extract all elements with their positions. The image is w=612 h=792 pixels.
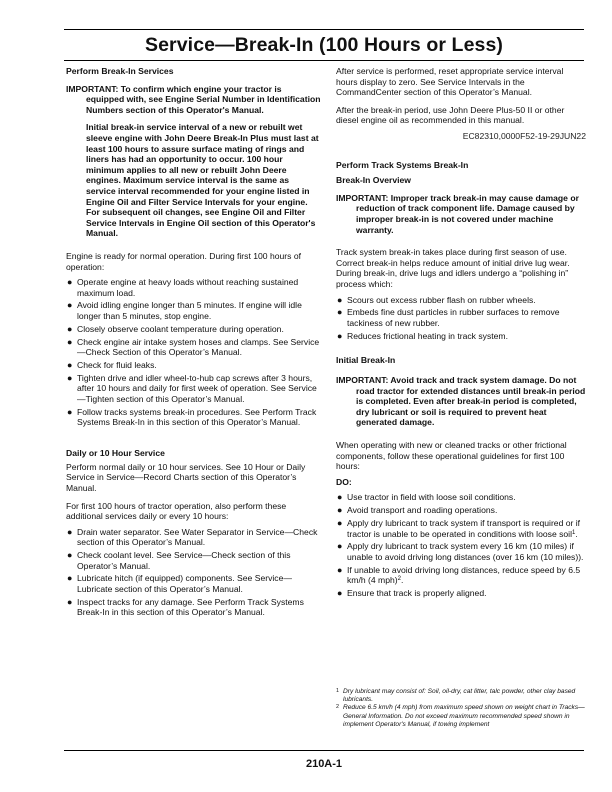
bullet-icon: ● [67, 596, 73, 607]
bullet-icon: ● [67, 526, 73, 537]
list-item: ● Apply dry lubricant to track system if transport is required or if tractor is unable to be operated in conditions with loose soil$^1$. [337, 517, 581, 539]
do-bullet-list [336, 492, 586, 598]
list-item: ● Lubricate hitch (if equipped) components. See Service—Lubricate section of this Operator’s Manual. [67, 573, 292, 595]
bullet-icon: ● [67, 372, 73, 383]
title-top-rule [64, 29, 584, 30]
normal-operation-intro: Engine is ready for normal operation. During first 100 hours of operation: [66, 250, 302, 272]
important-engine-serial: IMPORTANT: To confirm which engine your tractor is equipped with, see Engine Serial Number in Identification Numbers section of this Operator's Manual. [66, 83, 321, 115]
page-title: Service—Break-In (100 Hours or Less) [145, 34, 503, 56]
section-heading-break-in-services: Perform Break-In Services [66, 66, 174, 76]
footnotes [336, 688, 586, 729]
track-overview-paragraph: Track system break-in takes place during first season of use. Correct break-in helps reduce amount of initial drive lug wear. During break-in, drive lugs and idlers undergo a “polishing in” process which: [336, 247, 570, 289]
bullet-icon: ● [67, 550, 73, 561]
break-in-bullet-list [66, 277, 321, 428]
left-column [66, 66, 321, 620]
break-in-overview-heading: Break-In Overview [336, 175, 411, 186]
list-item: ● Closely observe coolant temperature during operation. [67, 323, 284, 334]
list-item: ● Apply dry lubricant to track system every 16 km (10 miles) if unable to avoid driving long distances (over 16 km (10 miles)). [337, 541, 584, 562]
footer-rule [64, 750, 584, 751]
list-item: ● Inspect tracks for any damage. See Perform Track Systems Break-In in this section of this Operator’s Manual. [67, 596, 304, 618]
list-item: ● Avoid idling engine longer than 5 minutes. If engine will idle longer than 5 minutes, stop engine. [67, 300, 302, 322]
bullet-icon: ● [337, 330, 343, 341]
bullet-icon: ● [337, 564, 343, 575]
list-item: ● Check for fluid leaks. [67, 360, 157, 370]
overview-bullet-list [336, 295, 586, 342]
page-number: 210A-1 [305, 758, 343, 770]
bullet-icon: ● [337, 588, 343, 599]
footnote-ref-2: 2 [397, 576, 401, 583]
operational-guidelines-paragraph: When operating with new or cleaned tracks or other frictional components, follow these operational guidelines for first 100 hours: [336, 440, 567, 472]
bullet-icon: ● [337, 505, 343, 516]
important-break-in-interval: Initial break-in service interval of a new or rebuilt wet sleeve engine with John Deere Break-In Plus must last at least 100 hours to assure surface mating of rings and liners has had an opportunity to occur. 100 hour minimum applies to all new or rebuilt John Deere engines. Maximum service interval is the same as service interval recommended for your engine listed in Engine Oil and Filter Service Intervals for your engine. For subsequent oil changes, see Engine Oil and Filter Service Intervals in Engine Oil section of this Operator's Manual. [86, 122, 319, 239]
list-item: ● Check coolant level. See Service—Check section of this Operator’s Manual. [67, 550, 291, 571]
daily-bullet-list [66, 527, 321, 618]
important-track-damage: IMPORTANT: Avoid track and track system damage. Do not road tractor for extended distances until break-in period is completed. Even after break-in period is completed, dry lubricant or soil is required to prevent heat generated damage. [336, 375, 586, 428]
bullet-icon: ● [337, 307, 343, 318]
section-heading-track-break-in: Perform Track Systems Break-In [336, 159, 469, 170]
list-item: ● Avoid transport and roading operations. [337, 505, 498, 516]
bullet-icon: ● [67, 360, 73, 370]
list-item: ● Tighten drive and idler wheel-to-hub cap screws after 3 hours, after 10 hours and daily for first week of operation. See Service—Tighten section of this Operator’s Manual. [67, 372, 317, 404]
footnote-2: 2 Reduce 6.5 km/h (4 mph) from maximum speed shown on weight chart in Tracks—General Information. Do not exceed maximum recommended speed shown in implement Operator's Manual, if towing implement [336, 704, 585, 728]
bullet-icon: ● [337, 541, 343, 552]
bullet-icon: ● [337, 492, 343, 503]
bullet-icon: ● [337, 294, 343, 305]
list-item: ● Scours out excess rubber flash on rubber wheels. [337, 294, 536, 305]
list-item: ● If unable to avoid driving long distances, reduce speed by 6.5 km/h (4 mph)$^2$. [337, 564, 581, 586]
list-item: ● Check engine air intake system hoses and clamps. See Service—Check Section of this Operator’s Manual. [67, 336, 320, 358]
document-code: EC82310,0000F52-19-29JUN22 [462, 130, 586, 141]
bullet-icon: ● [337, 517, 343, 528]
list-item: ● Drain water separator. See Water Separator in Service—Check section of this Operator’s Manual. [67, 526, 318, 548]
footnote-ref-1: 1 [572, 529, 576, 536]
initial-break-in-heading: Initial Break-In [336, 355, 396, 366]
list-item: ● Follow tracks systems break-in procedures. See Perform Track Systems Break-In in this section of this Operator’s Manual. [67, 406, 317, 428]
bullet-icon: ● [67, 406, 73, 417]
daily-service-paragraph: Perform normal daily or 10 hour services. See 10 Hour or Daily Service in Service—Record Charts section of this Operator’s Manual. [66, 461, 306, 493]
additional-services-paragraph: For first 100 hours of tractor operation, also perform these additional services daily or every 10 hours: [66, 500, 287, 522]
bullet-icon: ● [67, 573, 73, 584]
do-label: DO: [336, 476, 352, 487]
list-item: ● Use tractor in field with loose soil conditions. [337, 492, 516, 503]
engine-oil-paragraph: After the break-in period, use John Deere Plus-50 II or other diesel engine oil as recommended in this manual. [336, 104, 565, 126]
footnote-1: 1 Dry lubricant may consist of: Soil, oil-dry, cat litter, talc powder, other clay based lubricants. [336, 688, 576, 704]
bullet-icon: ● [67, 323, 73, 334]
bullet-icon: ● [67, 300, 73, 311]
right-column [336, 66, 586, 601]
title-bottom-rule [64, 60, 584, 61]
bullet-icon: ● [67, 277, 73, 288]
reset-interval-paragraph: After service is performed, reset appropriate service interval hours display to zero. See Service Intervals in the CommandCenter section of this Operator’s Manual. [336, 66, 564, 98]
important-improper-break-in: IMPORTANT: Improper track break-in may cause damage or reduction of track component life. Damage caused by improper break-in is not covered under machine warranty. [336, 192, 579, 235]
daily-service-heading: Daily or 10 Hour Service [66, 448, 165, 459]
list-item: ● Operate engine at heavy loads without reaching sustained maximum load. [67, 277, 299, 298]
list-item: ● Embeds fine dust particles in rubber surfaces to remove tackiness of new rubber. [337, 307, 560, 328]
list-item: ● Reduces frictional heating in track system. [337, 330, 508, 341]
bullet-icon: ● [67, 336, 73, 347]
list-item: ● Ensure that track is properly aligned. [337, 588, 487, 599]
